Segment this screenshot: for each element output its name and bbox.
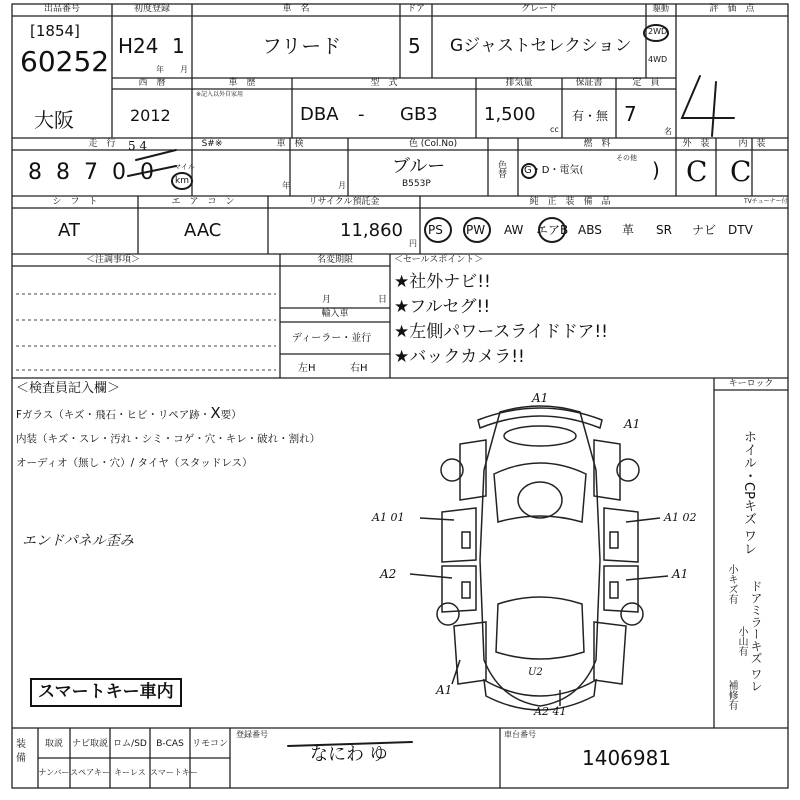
damage-label-rear-center: U2 — [528, 667, 543, 678]
windshield-line: Fガラス（キズ・飛石・ヒビ・リペア跡・X要） — [16, 404, 242, 422]
damage-label-left-rear-door: A2 — [380, 567, 397, 581]
grade-label: グレード — [520, 4, 557, 14]
damage-label-rear-bumper: A2 41 — [534, 705, 567, 718]
color-change-label: 色替 — [496, 160, 506, 178]
smart-key-stamp: スマートキー車内 — [30, 678, 182, 707]
drive-2wd: 2WD — [648, 27, 668, 36]
equipment-airbag: エアB — [536, 223, 569, 237]
aircon-label: エ ア コ ン — [171, 197, 235, 207]
footer-navi-manual: ナビ取説 — [71, 739, 108, 749]
shift-type: AT — [58, 220, 80, 241]
footer-manual: 取説 — [44, 739, 63, 749]
minor-scratch-note: 小キズ有 — [726, 564, 737, 604]
registration-number: なにわ ゆ — [310, 744, 388, 765]
door-count: 5 — [408, 34, 421, 58]
lot-number-label: 出品番号 — [43, 4, 80, 14]
left-rear-fender — [454, 622, 486, 684]
drive-4wd: 4WD — [648, 55, 668, 64]
western-year: 2012 — [130, 106, 171, 125]
sales-point-3: ★左側パワースライドドア!! — [394, 322, 608, 342]
equipment-pw: PW — [466, 223, 486, 237]
aircon-type: AAC — [184, 220, 222, 241]
displacement-unit: cc — [550, 125, 559, 134]
inspection-month-unit: 月 — [338, 181, 346, 190]
sales-point-2: ★フルセグ!! — [394, 297, 491, 317]
fuel-label: 燃 料 — [583, 139, 611, 149]
deadline-day: 日 — [378, 295, 388, 305]
mileage-label: 走 行 — [88, 139, 116, 149]
displacement: 1,500 — [484, 104, 536, 125]
footer-bcas: B-CAS — [156, 739, 184, 749]
equipment-sunroof: SR — [656, 223, 672, 237]
inspector-handwritten-note: エンドパネル歪み — [22, 533, 134, 549]
minor-dent-note: 小山有 — [736, 626, 747, 656]
registration-month: 1 — [172, 34, 185, 58]
western-year-label: 西 暦 — [138, 78, 166, 88]
interior-grade: C — [730, 155, 752, 188]
damage-label-right-rear-door: A1 — [672, 567, 689, 581]
rear-window — [496, 597, 584, 659]
damage-label-right-front-door: A1 02 — [664, 511, 697, 524]
chassis-number: 1406981 — [582, 746, 672, 770]
mileage-correction: 5 4 — [128, 139, 148, 153]
audio-tire-line: オーディオ（無し・穴）/ タイヤ（スタッドレス） — [16, 457, 253, 469]
recycle-unit: 円 — [409, 239, 417, 248]
first-registration-label: 初度登録 — [133, 4, 170, 14]
drive-label: 駆動 — [653, 4, 669, 13]
registration-era-year: H24 — [118, 34, 159, 58]
warranty-label: 保証書 — [575, 78, 603, 88]
overall-score — [760, 24, 761, 25]
fuel-other-label: その他 — [616, 154, 637, 162]
lot-number: 60252 — [20, 45, 110, 78]
lot-bracket-number: [1854] — [30, 22, 80, 40]
footer-spare-key: スペアキー — [70, 768, 110, 777]
car-name: フリード — [262, 34, 342, 58]
mileage-digits: 88700 — [28, 160, 168, 185]
interior-condition-line: 内装（キズ・スレ・汚れ・シミ・コゲ・穴・キレ・破れ・割れ） — [16, 433, 321, 445]
warranty-options: 有・無 — [572, 109, 609, 123]
wheel-cap-note: ホイル・CPキズ ワレ — [741, 430, 756, 556]
damage-label-front: A1 — [532, 391, 549, 405]
footer-keyless: キーレス — [114, 768, 146, 777]
capacity-unit: 名 — [664, 127, 672, 136]
footer-number-plate: ナンバー — [38, 768, 70, 777]
left-front-door — [442, 508, 476, 562]
exterior-label: 外 装 — [682, 139, 710, 149]
left-rear-wheel — [437, 603, 459, 625]
left-front-fender — [460, 440, 486, 500]
damage-label-left-rear: A1 — [436, 683, 453, 697]
damage-label-left-front-door: A1 01 — [372, 511, 405, 524]
right-rear-fender — [594, 622, 626, 684]
model-dash: - — [358, 104, 365, 125]
grade-name: Gジャストセレクション — [450, 36, 632, 56]
equipment-ps: PS — [428, 223, 443, 237]
right-front-fender — [594, 440, 620, 500]
model-prefix: DBA — [300, 104, 339, 125]
registration-number-label: 登録番号 — [236, 730, 268, 739]
car-body-outline — [480, 406, 600, 706]
tv-tuner-label: TVチューナー付 — [744, 198, 788, 205]
deadline-month: 月 — [322, 295, 332, 305]
equipment-aw: AW — [504, 223, 524, 237]
footer-smart-key: スマートキー — [150, 768, 198, 777]
footer-remote: リモコン — [191, 739, 228, 749]
region: 大阪 — [34, 108, 74, 132]
displacement-label: 排気量 — [505, 78, 533, 88]
seating-capacity: 7 — [624, 102, 637, 126]
mileage-unit-mile: マイル — [174, 163, 195, 171]
capacity-label: 定 員 — [632, 78, 660, 88]
right-rear-door — [604, 566, 638, 612]
equipment-footer-label: 装 備 — [16, 739, 26, 764]
interior-label: 内 装 — [738, 139, 766, 149]
import-type: ディーラー・並行 — [292, 333, 372, 344]
exterior-grade: C — [686, 155, 708, 188]
door-mirror-note: ドアミラーキズ ワレ — [749, 580, 763, 692]
color-label: 色 (Col.No) — [408, 139, 458, 149]
chassis-number-label: 車台番号 — [504, 730, 536, 739]
inspection-label: 車 検 — [276, 139, 304, 149]
year-unit: 年 — [156, 65, 164, 74]
s-number-label: S#※ — [201, 139, 223, 149]
private-use-note: ※記入以外自家用 — [196, 91, 244, 98]
door-label: ドア — [407, 4, 425, 14]
recycle-fee: 11,860 — [340, 220, 403, 241]
name-change-deadline-label: 名変期限 — [316, 255, 353, 265]
equipment-navi: ナビ — [692, 223, 717, 237]
left-hand-drive: 左H — [298, 363, 316, 374]
sales-point-4: ★バックカメラ!! — [394, 347, 525, 367]
sales-points-label: ＜セールスポイント＞ — [394, 255, 484, 265]
sales-point-1: ★社外ナビ!! — [394, 272, 491, 292]
fuel-close-paren: ) — [652, 158, 660, 182]
model-code: GB3 — [400, 104, 438, 125]
equipment-leather: 革 — [622, 223, 635, 237]
equipment-label: 純 正 装 備 品 — [529, 197, 611, 207]
recycle-label: リサイクル預託金 — [308, 197, 380, 207]
car-name-label: 車 名 — [282, 4, 310, 14]
hood — [504, 426, 576, 446]
mileage-unit-km: km — [175, 176, 189, 186]
equipment-abs: ABS — [578, 223, 602, 237]
windshield — [494, 463, 586, 522]
import-car-label: 輸入車 — [321, 309, 349, 319]
notes-label: ＜注調事項＞ — [86, 255, 141, 265]
right-hand-drive: 右H — [350, 363, 368, 374]
right-front-door — [604, 508, 638, 562]
inspection-year-unit: 年 — [282, 181, 290, 190]
vehicle-history-label: 車 歴 — [228, 78, 256, 88]
roof — [518, 482, 562, 518]
shift-label: シ フ ト — [52, 197, 98, 207]
right-rear-wheel — [621, 603, 643, 625]
equipment-dtv: DTV — [728, 223, 753, 237]
inspector-title: ＜検査員記入欄＞ — [16, 381, 121, 396]
key-lock-label: キーロック — [728, 379, 774, 389]
footer-rom-sd: ロム/SD — [113, 739, 147, 749]
score-label: 評 価 点 — [709, 4, 755, 14]
fuel-options: G・D・電気( — [524, 165, 584, 176]
color-name: ブルー — [392, 156, 446, 177]
model-label: 型 式 — [370, 78, 398, 88]
damage-label-right-front: A1 — [624, 417, 641, 431]
month-unit: 月 — [180, 65, 188, 74]
repaired-note: 補修有 — [726, 680, 737, 710]
color-code: B553P — [402, 179, 431, 189]
left-rear-door — [442, 566, 476, 612]
